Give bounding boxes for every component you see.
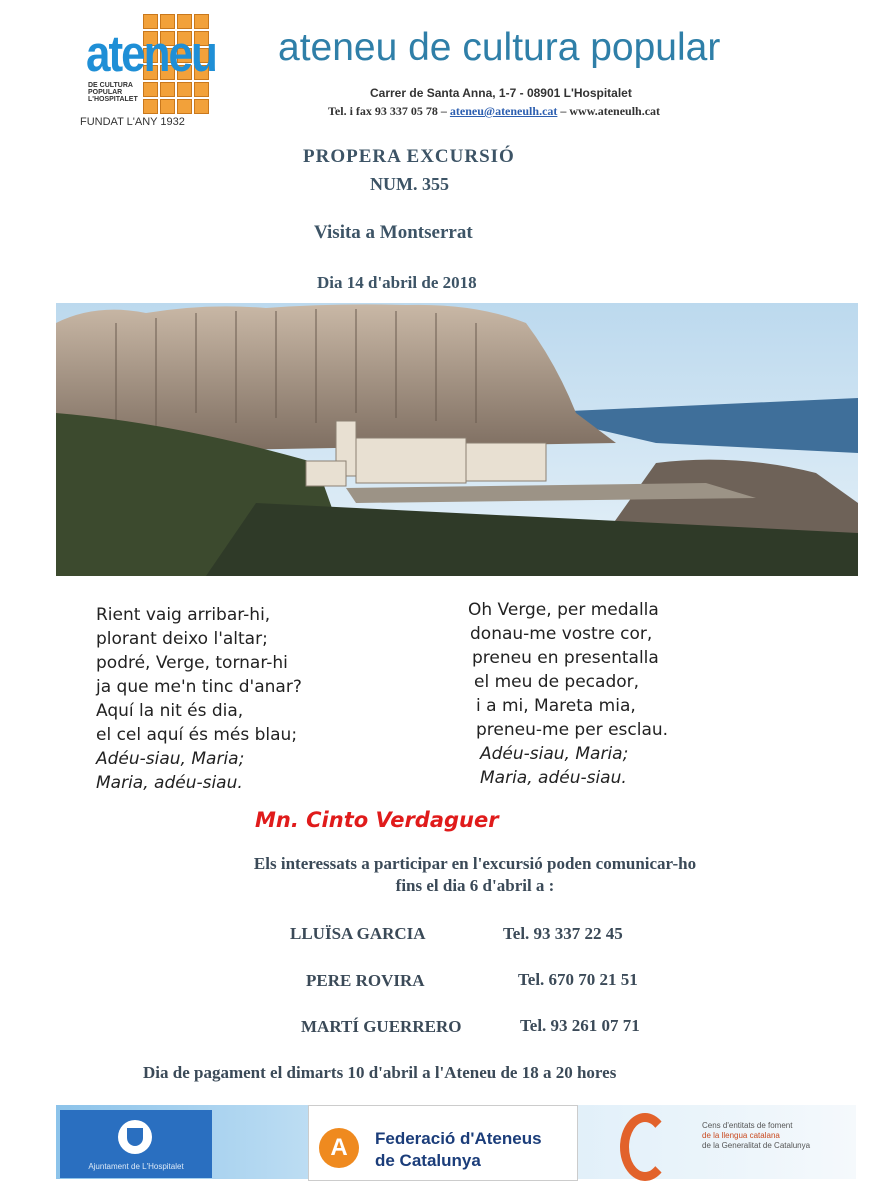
website: – www.ateneulh.cat [557,104,661,118]
contact-name: LLUÏSA GARCIA [290,924,426,943]
council-name: Ajuntament de L'Hospitalet [88,1162,184,1171]
poem-line: ja que me'n tinc d'anar? [96,677,302,697]
cens-text-line2: de la llengua catalana [702,1131,780,1140]
hospitalet-council-logo [60,1110,212,1178]
email-link[interactable]: ateneu@ateneulh.cat [449,104,558,118]
poem-line: donau-me vostre cor, [470,624,653,644]
cens-text-line3: de la Generalitat de Catalunya [702,1141,811,1150]
poem-refrain-line: Maria, adéu-siau. [96,773,243,793]
cens-entitats-logo [620,1105,860,1175]
poem-line: preneu en presentalla [472,648,659,668]
poem-line: Aquí la nit és dia, [96,701,244,721]
poem-line: plorant deixo l'altar; [96,629,268,649]
poem-refrain-line: Adéu-siau, Maria; [480,744,629,764]
excursion-title: PROPERA EXCURSIÓ [303,146,515,167]
poem-line: Oh Verge, per medalla [468,600,659,620]
cens-c-icon [620,1113,670,1181]
poem-left-stanza [96,603,302,795]
poem-line: el meu de pecador, [474,672,640,692]
council-emblem-icon [118,1120,152,1154]
federacio-name-line1: Federació d'Ateneus [375,1129,542,1148]
poem-line: el cel aquí és més blau; [96,725,298,745]
federacio-ateneus-logo [308,1105,578,1181]
poem-line: Rient vaig arribar-hi, [96,605,271,625]
info-line: fins el dia 6 d'abril a : [395,876,555,895]
contact-name: PERE ROVIRA [306,971,425,990]
registration-info [150,853,800,897]
contact-phone: Tel. 93 261 07 71 [520,1016,640,1035]
organization-address: Carrer de Santa Anna, 1-7 - 08901 L'Hospitalet [370,86,632,100]
info-line: Els interessats a participar en l'excursió poden comunicar-ho [253,854,697,873]
contact-phone: Tel. 93 337 22 45 [503,924,623,943]
visit-title: Visita a Montserrat [314,222,473,243]
cens-text-line1: Cens d'entitats de foment [702,1121,793,1130]
phone-fax: Tel. i fax 93 337 05 78 – [328,104,450,118]
poem-line: preneu-me per esclau. [476,720,669,740]
contact-phone: Tel. 670 70 21 51 [518,970,638,989]
montserrat-photo [56,303,858,576]
poem-line: i a mi, Mareta mia, [476,696,636,716]
logo-subtitle: DE CULTURA POPULAR L'HOSPITALET [88,82,138,103]
payment-info: Dia de pagament el dimarts 10 d'abril a l'Ateneu de 18 a 20 hores [143,1063,617,1082]
excursion-number: NUM. 355 [370,174,449,194]
logo-wordmark: ateneu [86,26,216,83]
event-date: Dia 14 d'abril de 2018 [317,273,477,292]
organization-name: ateneu de cultura popular [278,26,721,69]
poem-line: podré, Verge, tornar-hi [96,653,288,673]
poem-author: Mn. Cinto Verdaguer [255,808,499,832]
contact-name: MARTÍ GUERRERO [301,1017,462,1036]
poem-right-stanza [468,598,668,790]
founded-text: FUNDAT L'ANY 1932 [80,116,185,128]
poem-refrain-line: Maria, adéu-siau. [480,768,627,788]
federacio-a-icon: A [319,1128,359,1168]
organization-contact [328,104,660,119]
federacio-name-line2: de Catalunya [375,1151,481,1170]
poem-refrain-line: Adéu-siau, Maria; [96,749,245,769]
